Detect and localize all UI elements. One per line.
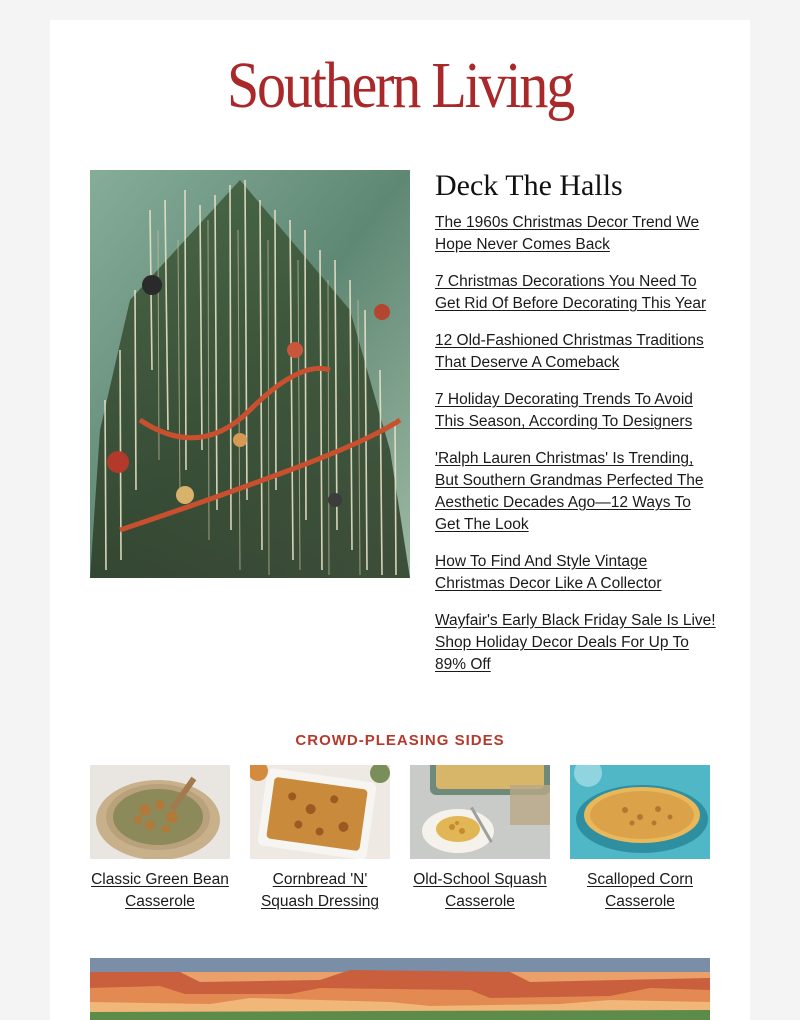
- side-card: [410, 765, 550, 913]
- recipe-link[interactable]: Classic Green Bean Casserole: [91, 871, 229, 910]
- green-bean-casserole-image[interactable]: [90, 765, 230, 859]
- tinsel-tree-illustration: [90, 170, 410, 578]
- email-card: [50, 20, 750, 1020]
- cornbread-dressing-image[interactable]: [250, 765, 390, 859]
- squash-casserole-image[interactable]: [410, 765, 550, 859]
- casserole-photo-icon: [410, 765, 550, 859]
- section-headline: Deck The Halls: [435, 169, 623, 202]
- list-item: [435, 212, 720, 256]
- article-link[interactable]: How To Find And Style Vintage Christmas Decor Like A Collector: [435, 553, 662, 592]
- casserole-photo-icon: [90, 765, 230, 859]
- side-card: [250, 765, 390, 913]
- hero-image[interactable]: [90, 170, 410, 578]
- recipe-link[interactable]: Old-School Squash Casserole: [413, 871, 547, 910]
- list-item: [435, 551, 720, 595]
- article-link[interactable]: Wayfair's Early Black Friday Sale Is Live! Shop Holiday Decor Deals For Up To 89% Off: [435, 612, 716, 673]
- casserole-photo-icon: [570, 765, 710, 859]
- list-item: [435, 330, 720, 374]
- desert-landscape-banner[interactable]: [90, 958, 710, 1020]
- recipe-link[interactable]: Scalloped Corn Casserole: [587, 871, 693, 910]
- casserole-photo-icon: [250, 765, 390, 859]
- list-item: [435, 389, 720, 433]
- sides-section-title: CROWD-PLEASING SIDES: [295, 732, 505, 749]
- article-link[interactable]: 12 Old-Fashioned Christmas Traditions That Deserve A Comeback: [435, 332, 704, 371]
- article-link[interactable]: 'Ralph Lauren Christmas' Is Trending, But Southern Grandmas Perfected The Aesthetic Decades Ago—12 Ways To Get The Look: [435, 450, 704, 533]
- list-item: [435, 448, 720, 536]
- side-card: [570, 765, 710, 913]
- article-link[interactable]: 7 Christmas Decorations You Need To Get Rid Of Before Decorating This Year: [435, 273, 707, 312]
- list-item: [435, 271, 720, 315]
- recipe-link[interactable]: Cornbread 'N' Squash Dressing: [260, 871, 380, 910]
- southern-living-logo[interactable]: Southern Living: [226, 49, 574, 122]
- article-link[interactable]: 7 Holiday Decorating Trends To Avoid This Season, According To Designers: [435, 391, 693, 430]
- list-item: [435, 610, 720, 676]
- sides-grid: [90, 765, 710, 913]
- desert-landscape-illustration: [90, 958, 710, 1020]
- article-link[interactable]: The 1960s Christmas Decor Trend We Hope Never Comes Back: [435, 214, 700, 253]
- scalloped-corn-casserole-image[interactable]: [570, 765, 710, 859]
- article-link-list: [435, 212, 720, 691]
- side-card: [90, 765, 230, 913]
